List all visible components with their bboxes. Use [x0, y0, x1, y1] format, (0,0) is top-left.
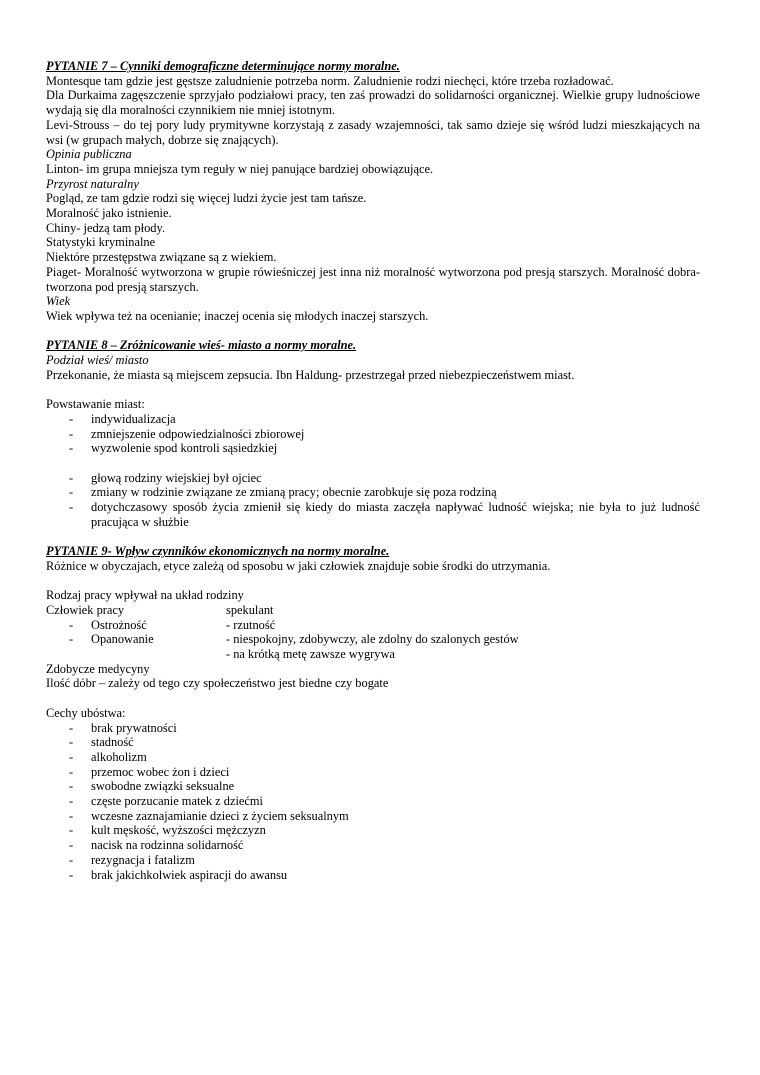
spacer — [46, 324, 700, 339]
list-item-text: indywidualizacja — [91, 411, 176, 426]
list-item — [46, 823, 700, 838]
list-item — [46, 721, 700, 736]
list-dash: - — [69, 485, 74, 500]
list-item — [46, 853, 700, 868]
subheading: Opinia publiczna — [46, 147, 132, 162]
spacer — [46, 574, 700, 589]
column-b-cell: - niespokojny, zdobywczy, ale zdolny do szalonych gestów — [226, 632, 519, 647]
comparison-row — [46, 618, 700, 633]
paragraph: Linton- im grupa mniejsza tym reguły w niej panujące bardziej obowiązujące. — [46, 161, 434, 176]
list-dash: - — [69, 852, 74, 867]
list-dash: - — [69, 808, 74, 823]
list-item-text: rezygnacja i fatalizm — [91, 852, 195, 867]
paragraph: Wiek wpływa też na ocenianie; inaczej ocenia się młodych inaczej starszych. — [46, 308, 429, 323]
list-item — [46, 765, 700, 780]
list-dash: - — [69, 735, 74, 750]
list-dash: - — [69, 867, 74, 882]
list-item-text: zmiany w rodzinie związane ze zmianą pracy; obecnie zarobkuje się poza rodziną — [91, 485, 497, 500]
list-item — [46, 471, 700, 486]
column-a-cell: Ostrożność — [91, 617, 147, 632]
list-item-text: częste porzucanie matek z dziećmi — [91, 794, 263, 809]
list-dash: - — [69, 617, 74, 632]
list-item — [46, 500, 700, 529]
list-dash: - — [69, 720, 74, 735]
list-dash: - — [69, 470, 74, 485]
list-item — [46, 809, 700, 824]
list-item — [46, 441, 700, 456]
list-item-text: brak prywatności — [91, 720, 177, 735]
spacer — [46, 382, 700, 397]
list-item — [46, 794, 700, 809]
section-heading-q9: PYTANIE 9- Wpływ czynników ekonomicznych na normy moralne. — [46, 544, 390, 559]
list-item-text: głową rodziny wiejskiej był ojciec — [91, 470, 262, 485]
list-item-text: dotychczasowy sposób życia zmienił się kiedy do miasta zaczęła napływać ludność wiejska; nie była to już ludność pracująca w służbie — [91, 500, 700, 529]
list-item-text: alkoholizm — [91, 749, 147, 764]
list-dash: - — [69, 411, 74, 426]
list-dash: - — [69, 441, 74, 456]
paragraph: Ilość dóbr – zależy od tego czy społeczeństwo jest biedne czy bogate — [46, 676, 389, 691]
list-item-text: brak jakichkolwiek aspiracji do awansu — [91, 867, 288, 882]
list-item — [46, 735, 700, 750]
paragraph: Moralność jako istnienie. — [46, 206, 172, 221]
list-item — [46, 750, 700, 765]
list-item-text: kult męskość, wyższości mężczyzn — [91, 823, 266, 838]
list-item-text: stadność — [91, 735, 134, 750]
list-item — [46, 779, 700, 794]
list-item — [46, 412, 700, 427]
list-dash: - — [69, 764, 74, 779]
column-b-cell: - rzutność — [226, 617, 276, 632]
paragraph: Różnice w obyczajach, etyce zależą od sposobu w jaki człowiek znajduje sobie środki do utrzymania. — [46, 558, 551, 573]
list-dash: - — [69, 823, 74, 838]
subheading: Wiek — [46, 294, 71, 309]
subheading: Podział wieś/ miasto — [46, 353, 149, 368]
column-a-heading: Człowiek pracy — [46, 602, 125, 617]
list-dash: - — [69, 500, 74, 515]
paragraph: Dla Durkaima zagęszczenie sprzyjało podziałowi pracy, ten zaś prowadzi do solidarności organicznej. Wielkie grupy ludnościowe wydają się dla moralności czynnikiem nie mniej istotnym. — [46, 88, 700, 118]
spacer — [46, 529, 700, 544]
list-dash: - — [69, 779, 74, 794]
list-dash: - — [69, 838, 74, 853]
list-item-text: zmniejszenie odpowiedzialności zbiorowej — [91, 426, 305, 441]
spacer — [46, 691, 700, 706]
paragraph: Pogląd, ze tam gdzie rodzi się więcej ludzi życie jest tam tańsze. — [46, 191, 367, 206]
comparison-row — [46, 632, 700, 647]
section-heading-q7: PYTANIE 7 – Cynniki demograficzne determinujące normy moralne. — [46, 59, 400, 73]
list-item-text: swobodne związki seksualne — [91, 779, 235, 794]
list-dash: - — [69, 794, 74, 809]
list-item — [46, 485, 700, 500]
list-item — [46, 838, 700, 853]
list-item-text: wyzwolenie spod kontroli sąsiedzkiej — [91, 441, 278, 456]
column-a-cell: Opanowanie — [91, 632, 154, 647]
comparison-row — [46, 647, 700, 662]
section-heading-q8: PYTANIE 8 – Zróżnicowanie wieś- miasto a normy moralne. — [46, 338, 357, 353]
column-b-cell: - na krótką metę zawsze wygrywa — [226, 647, 395, 662]
document-page — [46, 59, 700, 882]
paragraph: Rodzaj pracy wpływał na układ rodziny — [46, 588, 244, 603]
list-dash: - — [69, 632, 74, 647]
paragraph: Piaget- Moralność wytworzona w grupie rówieśniczej jest inna niż moralność wytworzona pod presją starszych. Moralność dobra- tworzona pod presją starszych. — [46, 264, 700, 294]
paragraph: Powstawanie miast: — [46, 397, 145, 412]
paragraph: Niektóre przestępstwa związane są z wiekiem. — [46, 250, 277, 265]
column-b-heading: spekulant — [226, 602, 274, 617]
list-item-text: przemoc wobec żon i dzieci — [91, 764, 230, 779]
paragraph: Cechy ubóstwa: — [46, 705, 126, 720]
list-item — [46, 427, 700, 442]
list-dash: - — [69, 749, 74, 764]
spacer — [46, 456, 700, 471]
list-item — [46, 868, 700, 883]
paragraph: Przekonanie, że miasta są miejscem zepsucia. Ibn Haldung- przestrzegał przed niebezpieczeństwem miast. — [46, 367, 575, 382]
comparison-header — [46, 603, 700, 618]
paragraph: Zdobycze medycyny — [46, 661, 150, 676]
subheading: Przyrost naturalny — [46, 176, 139, 191]
list-item-text: wczesne zaznajamianie dzieci z życiem seksualnym — [91, 808, 349, 823]
paragraph: Montesque tam gdzie jest gęstsze zaludnienie potrzeba norm. Zaludnienie rodzi niechęci, które trzeba rozładować. — [46, 73, 614, 88]
list-item-text: nacisk na rodzinna solidarność — [91, 838, 244, 853]
paragraph: Levi-Strouss – do tej pory ludy prymitywne korzystają z zasady wzajemności, tak samo dzieje się wśród ludzi mieszkających na wsi (w grupach małych, dobrze się znających). — [46, 117, 700, 147]
paragraph: Chiny- jedzą tam płody. — [46, 220, 165, 235]
list-dash: - — [69, 426, 74, 441]
paragraph: Statystyki kryminalne — [46, 235, 156, 250]
